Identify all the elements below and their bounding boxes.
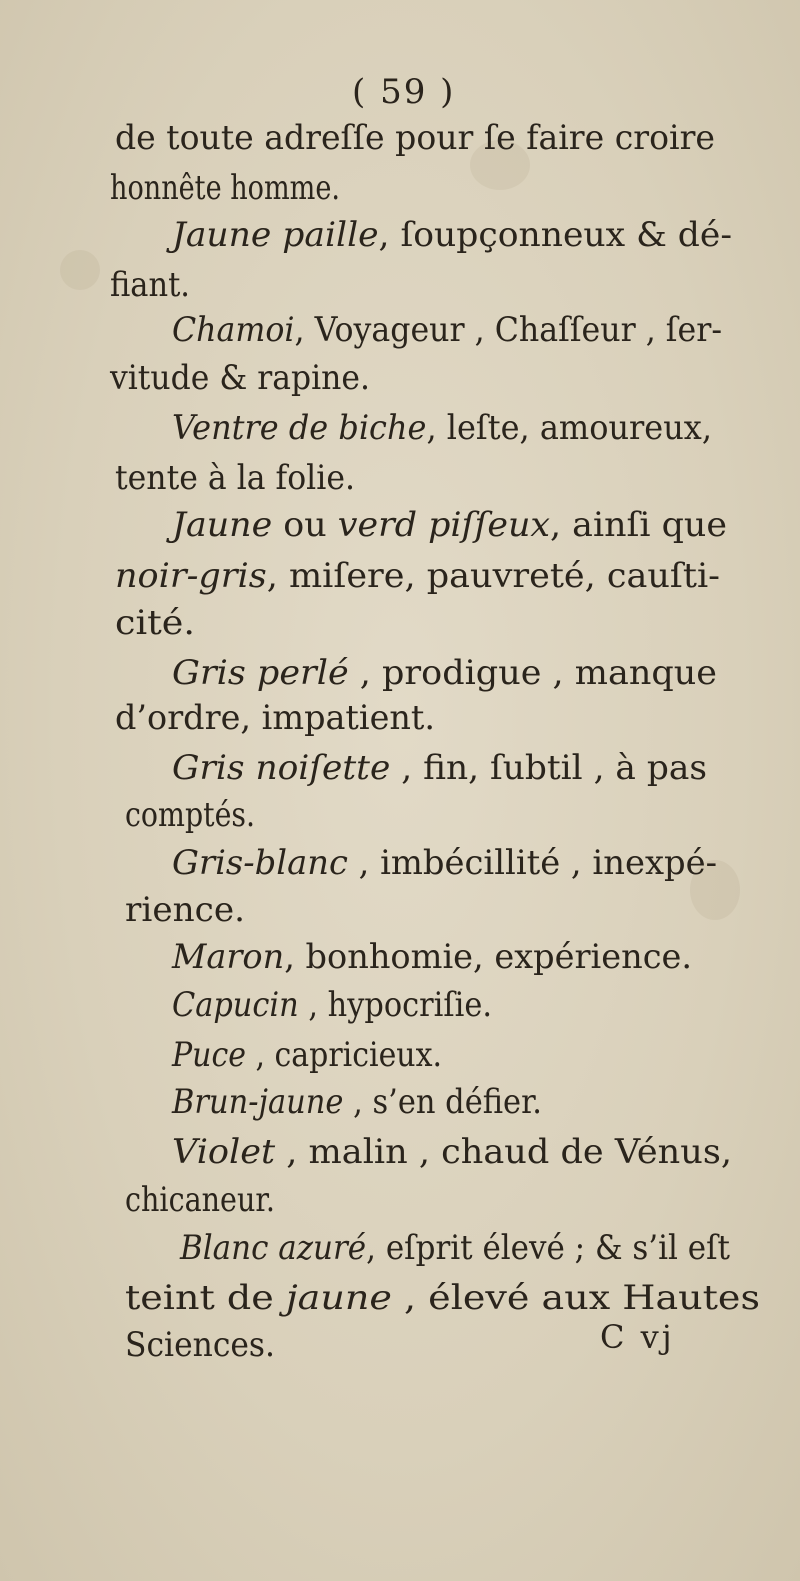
italic-term: Chamoi <box>172 310 295 350</box>
text-line <box>172 1035 442 1075</box>
text-line <box>115 603 195 643</box>
italic-term: Blanc azuré <box>180 1228 367 1268</box>
text-segment: , imbécillité , inexpé- <box>347 843 717 883</box>
italic-term: Gris noiſette <box>172 748 391 788</box>
italic-term: noir-gris <box>115 556 267 596</box>
text-segment: , leſte, amoureux, <box>426 408 712 448</box>
text-line <box>172 1132 732 1172</box>
signature-mark: C vj <box>600 1318 675 1356</box>
text-segment: d’ordre, impatient. <box>115 698 435 738</box>
text-segment: , fin, ſubtil , à pas <box>390 748 707 788</box>
text-segment: ou <box>272 505 338 545</box>
text-line <box>172 505 727 545</box>
text-segment: , miſere, pauvreté, cauſti- <box>266 556 720 596</box>
text-segment: , prodigue , manque <box>348 653 717 693</box>
text-line <box>125 1325 275 1365</box>
paper-stain <box>60 250 100 290</box>
page-number: ( 59 ) <box>352 72 456 112</box>
text-segment: , élevé aux Hautes <box>391 1278 760 1318</box>
text-segment: , malin , chaud de Vénus, <box>275 1132 732 1172</box>
italic-term: Violet <box>172 1132 276 1172</box>
text-segment: , ſoupçonneux & dé- <box>378 215 733 255</box>
text-segment: , Voyageur , Chaſſeur , ſer- <box>294 310 722 350</box>
italic-term: Brun-jaune <box>172 1082 344 1122</box>
text-segment: tente à la folie. <box>115 458 355 498</box>
text-segment: de toute adreſſe pour ſe faire croire <box>115 118 715 158</box>
italic-term: Puce <box>172 1035 246 1075</box>
text-segment: chicaneur. <box>125 1180 275 1220</box>
text-segment: , ainſi que <box>550 505 727 545</box>
italic-term: Ventre de biche <box>172 408 427 448</box>
text-segment: teint de <box>125 1278 286 1318</box>
text-line <box>115 458 355 498</box>
text-line <box>110 168 340 208</box>
italic-term: Gris-blanc <box>172 843 348 883</box>
text-segment: fiant. <box>110 265 190 305</box>
text-line <box>172 1082 542 1122</box>
italic-term: Maron <box>172 937 285 977</box>
text-segment: , eſprit élevé ; & s’il eſt <box>366 1228 730 1268</box>
text-segment: , s’en défier. <box>343 1082 542 1122</box>
text-line <box>172 310 722 350</box>
text-line <box>180 1228 730 1268</box>
text-line <box>172 748 707 788</box>
text-segment: , bonhomie, expérience. <box>284 937 692 977</box>
text-line <box>115 556 720 596</box>
italic-term: verd piſſeux <box>337 505 551 545</box>
italic-term: Jaune <box>172 505 273 545</box>
text-segment: cité. <box>115 603 195 643</box>
text-line <box>172 843 717 883</box>
text-segment: rience. <box>125 890 245 930</box>
text-line <box>125 890 245 930</box>
text-line <box>172 985 492 1025</box>
text-line <box>115 698 435 738</box>
italic-term: jaune <box>285 1278 392 1318</box>
italic-term: Jaune paille <box>172 215 379 255</box>
text-line <box>125 1180 275 1220</box>
text-line <box>125 1278 760 1318</box>
text-segment: , capricieux. <box>245 1035 442 1075</box>
text-segment: comptés. <box>125 795 255 835</box>
text-line <box>125 795 255 835</box>
italic-term: Gris perlé <box>172 653 349 693</box>
text-segment: vitude & rapine. <box>110 358 370 398</box>
text-line <box>172 653 717 693</box>
text-line <box>110 358 370 398</box>
text-line <box>110 265 190 305</box>
text-line <box>115 118 715 158</box>
text-line <box>172 408 712 448</box>
text-segment: honnête homme. <box>110 168 340 208</box>
text-line <box>172 215 732 255</box>
text-segment: , hypocriſie. <box>298 985 492 1025</box>
italic-term: Capucin <box>172 985 299 1025</box>
text-line <box>172 937 692 977</box>
text-segment: Sciences. <box>125 1325 275 1365</box>
